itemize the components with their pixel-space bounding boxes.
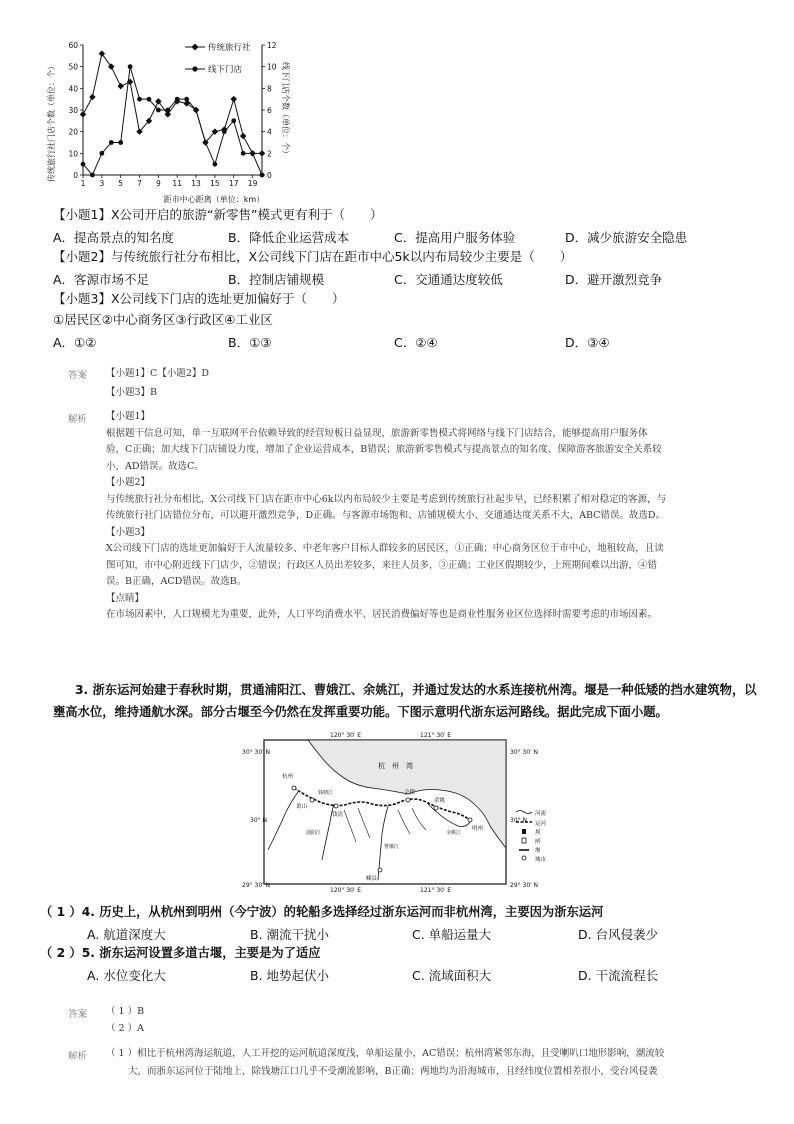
map-legend-label: 堰 <box>535 848 541 854</box>
answer-2-line-1: （ 1 ）B <box>106 1006 145 1017</box>
exp1-line: 根据题干信息可知，单一互联网平台依赖导致的经营短板日益显现，旅游新零售模式将网络与线下门店结合，能够提高用户服务体 <box>106 427 648 439</box>
y-tick-label-left: 40 <box>68 84 78 94</box>
city-marker <box>406 798 410 802</box>
answer-1-line-1: 【小题1】C【小题2】D <box>106 368 209 379</box>
y-tick-label-right: 6 <box>267 106 272 115</box>
x-tick-label: 13 <box>191 179 201 188</box>
explanation-2-line-1: （ 1 ）相比于杭州湾海运航道，人工开挖的运河航道深度浅，单船运量小，AC错误；杭州湾紧邻东海，且受喇叭口地形影响，潮流较 <box>106 1048 665 1059</box>
data-point-traditional <box>89 94 96 101</box>
data-point-offline <box>175 97 180 102</box>
chart-legend <box>185 42 251 75</box>
exp1-line: X公司线下门店的选址更加偏好于人流量较多、中老年客户目标人群较多的居民区，①正确；中心商务区位于市中心，地租较高，且读 <box>106 543 664 554</box>
q3-option-c: C．②④ <box>394 335 438 350</box>
y-tick-label-left: 60 <box>68 41 78 50</box>
data-point-traditional <box>240 133 247 140</box>
x-tick-label: 7 <box>137 179 142 188</box>
lon-label-2: 121° 30′ E <box>420 732 452 739</box>
q1-option-d: D．减少旅游安全隐患 <box>565 230 688 245</box>
lat-label-bottom-left: 29° 30′ N <box>242 882 270 889</box>
q2-option-c: C．交通通达度较低 <box>394 272 503 287</box>
lat-label-mid-right: 30° N <box>510 817 528 824</box>
x-tick-label: 11 <box>172 179 182 188</box>
lat-label-mid-left: 30° N <box>250 817 268 824</box>
answer-label-2: 答案 <box>68 1009 88 1020</box>
data-point-offline <box>222 129 227 134</box>
data-point-offline <box>90 173 95 178</box>
city-marker <box>468 818 472 822</box>
lat-label-bottom-right: 29° 30′ N <box>510 882 538 889</box>
q3-option-b: B．①③ <box>228 335 272 350</box>
exp1-line: 传统旅行社门店错位分布，可以避开激烈竞争，D正确。与客源市场饱和、店铺规模大小、交通通达度关系不大，ABC错误。故选D。 <box>106 510 666 521</box>
x-axis-label: 距市中心距离（单位：km） <box>163 195 265 204</box>
passage-3-line-2: 壅高水位，维持通航水深。部分古堰至今仍然在发挥重要功能。下图示意明代浙东运河路线。据此完成下面小题。 <box>53 705 668 719</box>
bay-label: 杭 州 湾 <box>378 762 413 770</box>
map-legend-label: 坝 <box>535 830 541 836</box>
x-tick-label: 15 <box>210 179 220 188</box>
q5-option-d: D. 干流流程长 <box>578 968 659 983</box>
city-label: 明州 <box>472 826 484 832</box>
q1-option-c: C．提高用户服务体验 <box>394 230 516 245</box>
lon-label-bottom-1: 120° 30′ E <box>330 887 362 894</box>
data-point-traditional <box>155 98 162 105</box>
q3-option-d: D．③④ <box>565 335 610 350</box>
y-tick-label-right: 10 <box>267 62 277 72</box>
q2-option-a: A．客源市场不足 <box>53 272 150 287</box>
y-tick-label-right: 4 <box>267 127 272 137</box>
data-point-traditional <box>108 63 115 70</box>
lon-label-1: 120° 30′ E <box>330 732 362 739</box>
map-legend-label: 运河 <box>535 821 547 827</box>
y-axis-label-left: 传统旅行社门店个数（单位：个） <box>47 62 56 182</box>
city-marker <box>310 798 314 802</box>
explanation-1 <box>106 409 746 624</box>
data-point-offline <box>147 97 152 102</box>
y-tick-label-right: 0 <box>267 171 272 180</box>
y-tick-label-left: 10 <box>68 149 78 159</box>
y-tick-label-left: 0 <box>73 171 78 180</box>
y-tick-label-right: 2 <box>267 149 272 159</box>
map-legend-label: 河流 <box>535 811 547 817</box>
legend-label-traditional: 传统旅行社 <box>208 43 251 53</box>
exp1-line: 与传统旅行社分布相比，X公司线下门店在距市中心6k以内布局较少主要是考虑到传统旅行社起步早，已经积累了相对稳定的客源，与 <box>106 493 667 505</box>
legend-marker-traditional <box>191 43 198 50</box>
q5-option-c: C. 流域面积大 <box>412 968 492 983</box>
explanation-label-1: 解析 <box>68 414 88 425</box>
x-tick-label: 5 <box>118 179 124 188</box>
city-label: 余姚 <box>434 798 446 804</box>
y-tick-label-left: 30 <box>68 106 78 115</box>
lat-label-top-right: 30° 30′ N <box>510 749 538 756</box>
city-label: 钱清 <box>332 812 344 818</box>
exp1-line: 【小题1】 <box>106 411 151 422</box>
data-point-offline <box>128 64 133 69</box>
q2-option-d: D．避开激烈竞争 <box>565 272 663 287</box>
river-label: 浦阳江 <box>306 830 322 836</box>
data-point-traditional <box>230 96 237 103</box>
data-point-offline <box>118 140 123 145</box>
x-tick-label: 17 <box>228 179 239 188</box>
data-point-offline <box>156 108 161 113</box>
river-label: 钱塘江 <box>318 790 334 796</box>
exp1-line: 在市场因素中，人口规模尤为重要，此外，人口平均消费水平、居民消费偏好等也是商业性服务业区位选择时需要考虑的市场因素。 <box>106 609 658 620</box>
question-1-stem: 【小题1】X公司开启的旅游“新零售”模式更有利于（ ） <box>53 207 383 222</box>
data-point-traditional <box>99 50 106 57</box>
q4-option-b: B. 潮流干扰小 <box>250 927 330 942</box>
q4-option-c: C. 单船运量大 <box>412 927 492 942</box>
q1-option-b: B．降低企业运营成本 <box>228 230 350 245</box>
lon-label-bottom-2: 121° 30′ E <box>420 887 452 894</box>
data-point-offline <box>194 108 199 113</box>
exp1-line: 【点睛】 <box>106 592 145 604</box>
data-point-traditional <box>259 150 266 157</box>
x-tick-label: 1 <box>80 179 86 188</box>
city-label: 萧山 <box>296 804 308 810</box>
exp1-line: 误。B正确，ACD错误。故选B。 <box>106 576 247 587</box>
answer-2-line-2: （ 2 ）A <box>106 1023 144 1034</box>
data-point-offline <box>260 173 265 178</box>
map-legend-label: 闸 <box>535 839 541 845</box>
data-point-traditional <box>117 83 124 90</box>
data-point-offline <box>137 97 142 102</box>
q2-option-b: B．控制店铺规模 <box>228 272 325 287</box>
data-point-offline <box>231 118 236 123</box>
x-tick-label: 3 <box>99 179 105 188</box>
lat-label-top-left: 30° 30′ N <box>242 749 270 756</box>
y-tick-label-left: 20 <box>68 127 78 137</box>
y-tick-label-right: 12 <box>267 41 277 50</box>
data-point-offline <box>81 162 86 167</box>
city-label: 嵊县 <box>366 876 378 882</box>
legend-label-offline: 线下门店 <box>208 65 243 75</box>
passage-3-line-1: 3. 浙东运河始建于春秋时期，贯通浦阳江、曹娥江、余姚江，并通过发达的水系连接杭州湾。堰是一种低矮的挡水建筑物，以 <box>75 683 757 697</box>
city-marker <box>378 868 382 872</box>
city-marker <box>334 804 338 808</box>
question-5-stem: （ 2 ）5. 浙东运河设置多道古堰，主要是为了适应 <box>40 946 321 960</box>
city-label: 会稽 <box>404 790 416 796</box>
city-label: 杭州 <box>282 774 294 780</box>
answer-label-1: 答案 <box>68 370 88 381</box>
explanation-label-2: 解析 <box>68 1051 88 1062</box>
map-legend-label: 城市 <box>535 857 547 863</box>
question-3-stem: 【小题3】X公司线下门店的选址更加偏好于（ ） <box>53 291 345 306</box>
exp1-line: 验，C正确；加大线下门店铺设力度，增加了企业运营成本，B错误；旅游新零售模式与提高景点的知名度、保障游客旅游安全关系较 <box>106 444 662 455</box>
river-label: 曹娥江 <box>384 844 400 850</box>
q5-option-a: A. 水位变化大 <box>87 968 166 983</box>
line-chart <box>40 30 310 210</box>
q3-option-a: A．①② <box>53 335 97 350</box>
q4-option-d: D. 台风侵袭少 <box>578 927 659 942</box>
legend-marker-offline <box>192 66 197 71</box>
x-tick-label: 19 <box>247 179 258 188</box>
q5-option-b: B. 地势起伏小 <box>250 968 330 983</box>
data-point-traditional <box>80 111 87 118</box>
y-axis-label-right: 线下门店个数（单位：个） <box>281 62 290 158</box>
answer-1-line-2: 【小题3】B <box>106 387 158 398</box>
river-label: 余姚江 <box>446 830 462 836</box>
canal-map <box>242 730 568 894</box>
data-point-offline <box>184 97 189 102</box>
x-tick-label: 9 <box>155 179 161 188</box>
y-tick-label-right: 8 <box>267 84 272 94</box>
data-point-offline <box>250 151 255 156</box>
city-marker <box>434 806 438 810</box>
question-3-items: ①居民区②中心商务区③行政区④工业区 <box>53 312 273 327</box>
data-point-offline <box>109 140 114 145</box>
explanation-2-line-2: 大，而浙东运河位于陆地上，除钱塘江口几乎不受潮流影响，B正确；两地均为沿海城市，且经纬度位置相差很小，受台风侵袭 <box>128 1066 658 1077</box>
y-tick-label-left: 50 <box>68 62 78 72</box>
exp1-line: 【小题3】 <box>106 526 151 538</box>
city-marker <box>292 786 296 790</box>
data-point-offline <box>212 162 217 167</box>
exp1-line: 【小题2】 <box>106 477 151 488</box>
data-point-offline <box>99 151 104 156</box>
exp1-line: 小，AD错误。故选C。 <box>106 460 204 472</box>
question-4-stem: （ 1 ）4. 历史上，从杭州到明州（今宁波）的轮船多选择经过浙东运河而非杭州湾，主要因为浙东运河 <box>40 905 604 919</box>
exp1-line: 图可知，市中心附近线下门店少，②错误；行政区人员出差较多，来往人员多，③正确；工业区假期较少，上班期间难以出游，④错 <box>106 559 658 571</box>
data-point-offline <box>165 108 170 113</box>
question-2-stem: 【小题2】与传统旅行社分布相比，X公司线下门店在距市中心5k以内布局较少主要是（ ） <box>53 249 573 264</box>
data-point-offline <box>203 140 208 145</box>
q4-option-a: A. 航道深度大 <box>87 927 166 942</box>
data-point-offline <box>241 151 246 156</box>
q1-option-a: A．提高景点的知名度 <box>53 230 175 245</box>
